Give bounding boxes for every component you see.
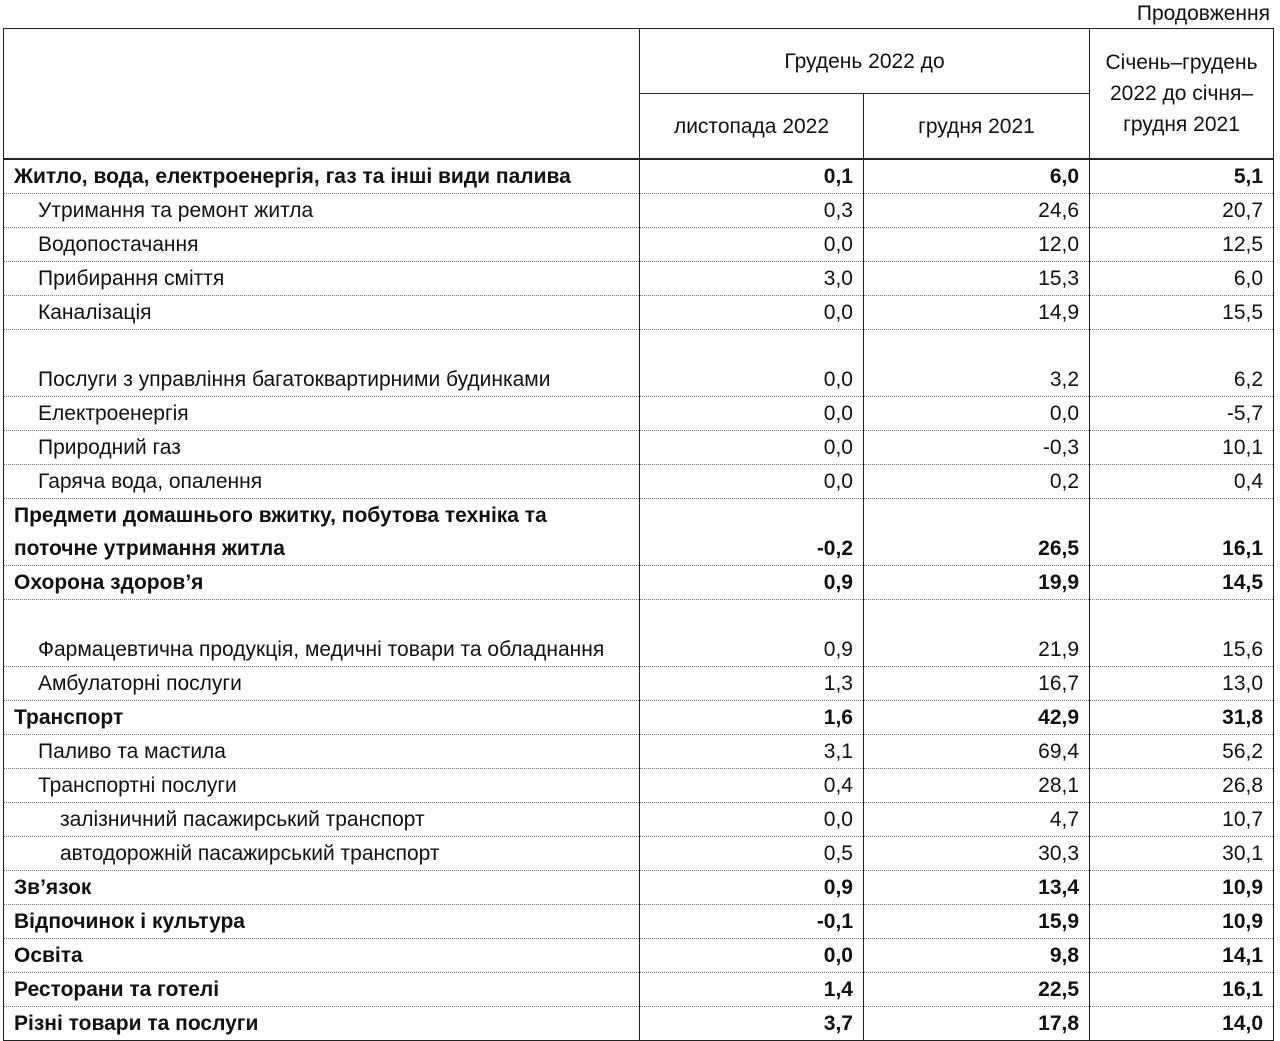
value-prev-month: 3,1 [640,735,864,769]
header-prev-year-month: грудня 2021 [864,94,1090,160]
value-year: 14,5 [1090,566,1274,600]
row-label: Ресторани та готелі [4,973,640,1007]
value-year: 10,9 [1090,905,1274,939]
table-row [4,397,1274,431]
continuation-caption: Продовження [1136,2,1270,25]
row-label: Водопостачання [4,228,640,262]
row-label: Каналізація [4,296,640,330]
value-year: 56,2 [1090,735,1274,769]
row-label: Житло, вода, електроенергія, газ та інші види палива [4,159,640,194]
value-prev-month: 0,0 [640,296,864,330]
value-prev-year-month: 30,3 [864,837,1090,871]
price-index-table [3,28,1274,1041]
row-label: Зв’язок [4,871,640,905]
value-prev-month: -0,2 [640,499,864,566]
value-prev-year-month: 15,3 [864,262,1090,296]
value-prev-month: 1,6 [640,701,864,735]
value-prev-month: 0,0 [640,228,864,262]
row-label: Охорона здоров’я [4,566,640,600]
table-row [4,905,1274,939]
row-label: автодорожній пасажирський транспорт [4,837,640,871]
value-prev-month: 0,0 [640,465,864,499]
value-prev-month: 0,5 [640,837,864,871]
value-prev-year-month: 6,0 [864,159,1090,194]
table-header [4,29,1274,160]
table-row [4,769,1274,803]
value-year: 6,2 [1090,330,1274,397]
row-label: Природний газ [4,431,640,465]
value-year: 14,0 [1090,1007,1274,1041]
table-row [4,262,1274,296]
row-label: Гаряча вода, опалення [4,465,640,499]
table-row [4,667,1274,701]
value-prev-month: 0,1 [640,159,864,194]
row-label: Фармацевтична продукція, медичні товари та обладнання [4,600,640,667]
value-prev-month: 0,0 [640,803,864,837]
value-prev-month: 0,9 [640,566,864,600]
value-prev-year-month: 13,4 [864,871,1090,905]
value-prev-year-month: 19,9 [864,566,1090,600]
value-prev-year-month: 42,9 [864,701,1090,735]
value-prev-year-month: -0,3 [864,431,1090,465]
row-label: Транспорт [4,701,640,735]
row-label: Різні товари та послуги [4,1007,640,1041]
value-prev-year-month: 3,2 [864,330,1090,397]
table-row [4,159,1274,194]
row-label: залізничний пасажирський транспорт [4,803,640,837]
value-prev-month: 0,0 [640,939,864,973]
row-label: Предмети домашнього вжитку, побутова техніка та поточне утримання житла [4,499,640,566]
row-label: Транспортні послуги [4,769,640,803]
table-body [4,159,1274,1041]
row-label: Відпочинок і культура [4,905,640,939]
value-year: 15,6 [1090,600,1274,667]
value-prev-month: 0,9 [640,600,864,667]
value-prev-month: 1,3 [640,667,864,701]
value-prev-year-month: 12,0 [864,228,1090,262]
value-year: 20,7 [1090,194,1274,228]
value-year: 13,0 [1090,667,1274,701]
value-year: 6,0 [1090,262,1274,296]
value-prev-month: 0,3 [640,194,864,228]
table-row [4,228,1274,262]
value-year: 12,5 [1090,228,1274,262]
table-row [4,330,1274,397]
value-year: 5,1 [1090,159,1274,194]
header-label-column [4,29,640,160]
value-prev-year-month: 16,7 [864,667,1090,701]
table-row [4,1007,1274,1041]
value-year: 14,1 [1090,939,1274,973]
row-label: Послуги з управління багатоквартирними будинками [4,330,640,397]
value-prev-month: 0,9 [640,871,864,905]
value-prev-year-month: 24,6 [864,194,1090,228]
value-prev-year-month: 69,4 [864,735,1090,769]
value-year: 10,7 [1090,803,1274,837]
table-row [4,701,1274,735]
value-prev-month: 3,7 [640,1007,864,1041]
table-row [4,735,1274,769]
table-row [4,194,1274,228]
value-year: 31,8 [1090,701,1274,735]
row-label: Електроенергія [4,397,640,431]
row-label: Прибирання сміття [4,262,640,296]
value-year: 16,1 [1090,499,1274,566]
table-row [4,871,1274,905]
value-prev-month: 3,0 [640,262,864,296]
table-row [4,431,1274,465]
value-year: 30,1 [1090,837,1274,871]
value-prev-month: 0,4 [640,769,864,803]
value-year: 10,9 [1090,871,1274,905]
table-row [4,600,1274,667]
table-row [4,939,1274,973]
table-row [4,465,1274,499]
value-prev-year-month: 17,8 [864,1007,1090,1041]
value-year: 0,4 [1090,465,1274,499]
row-label: Амбулаторні послуги [4,667,640,701]
value-prev-month: 1,4 [640,973,864,1007]
value-prev-month: -0,1 [640,905,864,939]
value-prev-month: 0,0 [640,431,864,465]
header-year-column: Січень–грудень 2022 до січня–грудня 2021 [1090,29,1274,160]
value-prev-year-month: 21,9 [864,600,1090,667]
value-year: 15,5 [1090,296,1274,330]
header-group-month: Грудень 2022 до [640,29,1090,94]
value-prev-month: 0,0 [640,397,864,431]
value-prev-year-month: 28,1 [864,769,1090,803]
value-year: 26,8 [1090,769,1274,803]
table-row [4,566,1274,600]
value-prev-year-month: 0,0 [864,397,1090,431]
header-prev-month: листопада 2022 [640,94,864,160]
value-year: 10,1 [1090,431,1274,465]
value-year: 16,1 [1090,973,1274,1007]
table-row [4,296,1274,330]
value-prev-year-month: 26,5 [864,499,1090,566]
table-row [4,973,1274,1007]
table-row [4,803,1274,837]
value-prev-year-month: 22,5 [864,973,1090,1007]
value-year: -5,7 [1090,397,1274,431]
row-label: Освіта [4,939,640,973]
value-prev-month: 0,0 [640,330,864,397]
row-label: Утримання та ремонт житла [4,194,640,228]
value-prev-year-month: 0,2 [864,465,1090,499]
value-prev-year-month: 4,7 [864,803,1090,837]
value-prev-year-month: 15,9 [864,905,1090,939]
table-row [4,837,1274,871]
value-prev-year-month: 9,8 [864,939,1090,973]
value-prev-year-month: 14,9 [864,296,1090,330]
table-row [4,499,1274,566]
row-label: Паливо та мастила [4,735,640,769]
